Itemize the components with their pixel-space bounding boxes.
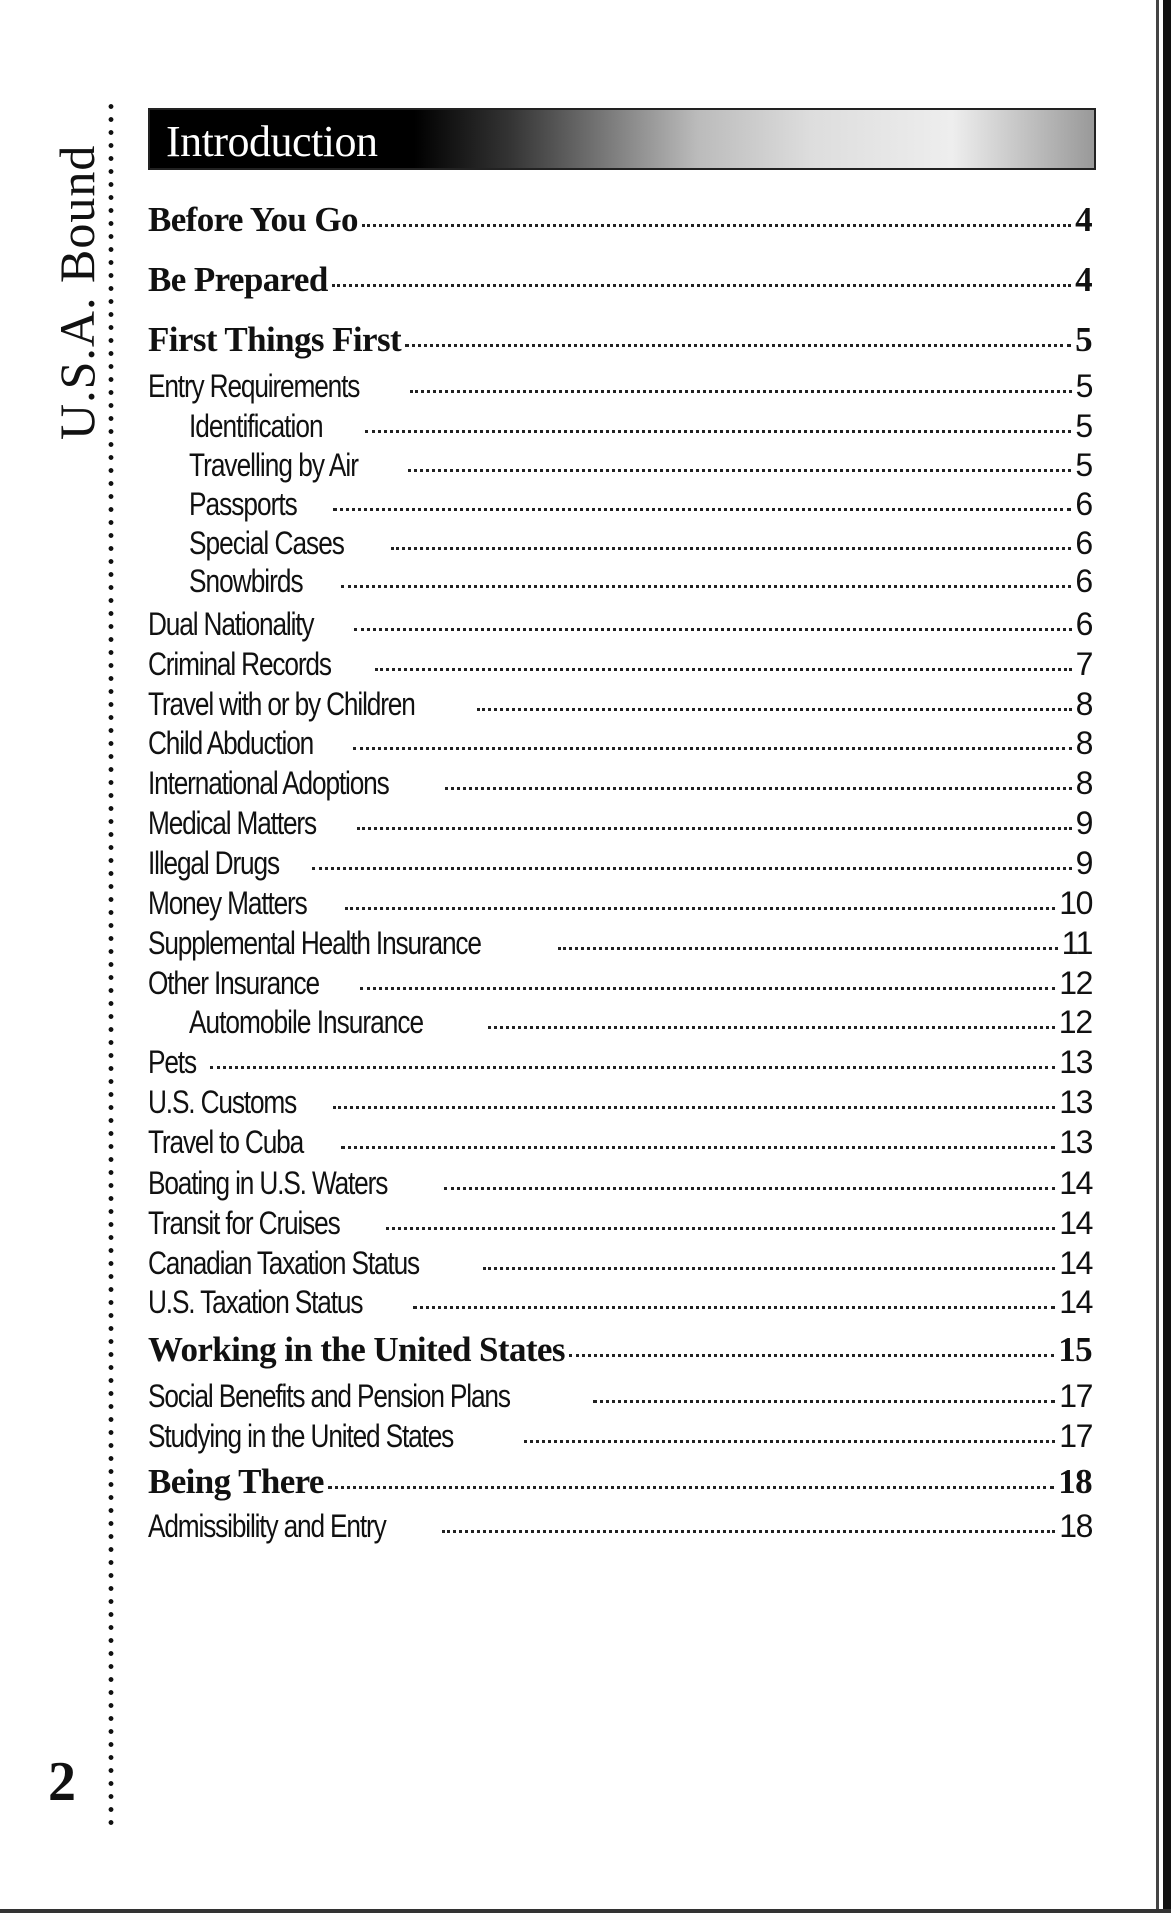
dot-leader <box>413 1306 1055 1309</box>
toc-entry-label: Passports <box>189 486 297 522</box>
toc-entry-page: 6 <box>1075 606 1092 642</box>
dot-leader <box>483 1267 1056 1270</box>
toc-entry <box>148 260 1092 300</box>
dot-leader <box>360 987 1055 990</box>
toc-entry-page: 5 <box>1075 320 1092 359</box>
dot-leader <box>569 1354 1054 1357</box>
toc-entry <box>148 1462 1092 1502</box>
dot-leader <box>442 1530 1056 1533</box>
toc-entry-page: 8 <box>1075 765 1092 801</box>
toc-entry-label: Canadian Taxation Status <box>148 1245 420 1281</box>
toc-entry-label: Being There <box>148 1462 324 1501</box>
toc-entry-page: 14 <box>1059 1245 1092 1281</box>
toc-entry-page: 4 <box>1075 260 1092 299</box>
toc-entry <box>148 1044 1092 1081</box>
toc-entry <box>148 1165 1092 1202</box>
toc-entry-page: 13 <box>1059 1084 1092 1120</box>
toc-entry-label: Other Insurance <box>148 965 319 1001</box>
toc-entry-label: Criminal Records <box>148 646 331 682</box>
toc-entry-label: Boating in U.S. Waters <box>148 1165 388 1201</box>
dot-leader <box>445 787 1071 790</box>
toc-entry-page: 18 <box>1059 1508 1092 1544</box>
toc-entry-page: 13 <box>1059 1124 1092 1160</box>
toc-entry-page: 8 <box>1075 725 1092 761</box>
toc-entry-label: Before You Go <box>148 200 358 239</box>
dot-leader <box>353 747 1071 750</box>
toc-entry-label: Supplemental Health Insurance <box>148 925 481 961</box>
dot-leader <box>365 430 1072 433</box>
dot-leader <box>312 867 1072 870</box>
dot-leader <box>488 1026 1055 1029</box>
dot-leader <box>354 628 1072 631</box>
toc-entry-label: Child Abduction <box>148 725 314 761</box>
toc-entry <box>148 965 1092 1002</box>
toc-entry-label: Be Prepared <box>148 260 328 299</box>
dot-leader <box>391 547 1071 550</box>
toc-entry <box>148 1245 1092 1282</box>
toc-entry <box>148 525 1092 562</box>
dotted-divider <box>108 100 114 1830</box>
toc-entry-label: U.S. Customs <box>148 1084 297 1120</box>
toc-entry-page: 9 <box>1075 805 1092 841</box>
page-bottom-edge <box>0 1909 1171 1913</box>
toc-entry-label: Dual Nationality <box>148 606 314 642</box>
toc-entry-label: Travel to Cuba <box>148 1124 304 1160</box>
dot-leader <box>386 1227 1056 1230</box>
toc-entry-label: Pets <box>148 1044 196 1080</box>
toc-entry-label: Travelling by Air <box>189 447 358 483</box>
toc-entry-label: Automobile Insurance <box>189 1004 424 1040</box>
dot-leader <box>444 1187 1056 1190</box>
toc-entry-page: 12 <box>1059 965 1092 1001</box>
dot-leader <box>524 1440 1055 1443</box>
toc-entry <box>148 646 1092 683</box>
dot-leader <box>210 1066 1055 1069</box>
toc-entry-label: Snowbirds <box>189 563 303 599</box>
section-header-title: Introduction <box>166 117 378 166</box>
toc-entry <box>148 1205 1092 1242</box>
toc-entry-page: 10 <box>1059 885 1092 921</box>
toc-entry-label: Identification <box>189 408 323 444</box>
toc-entry-page: 17 <box>1059 1418 1092 1454</box>
toc-entry <box>148 1004 1092 1041</box>
toc-entry-label: Transit for Cruises <box>148 1205 340 1241</box>
dot-leader <box>341 1146 1055 1149</box>
toc-entry-page: 6 <box>1075 486 1092 522</box>
toc-entry-page: 14 <box>1059 1205 1092 1241</box>
toc-entry-label: First Things First <box>148 320 402 359</box>
toc-entry-label: Admissibility and Entry <box>148 1508 386 1544</box>
toc-entry <box>148 1284 1092 1321</box>
toc-entry <box>148 368 1092 405</box>
toc-entry <box>148 1418 1092 1455</box>
dot-leader <box>362 224 1071 227</box>
dot-leader <box>332 284 1071 287</box>
toc-entry-label: Special Cases <box>189 525 344 561</box>
toc-entry <box>148 686 1092 723</box>
toc-entry <box>148 1084 1092 1121</box>
toc-entry-label: Working in the United States <box>148 1330 565 1369</box>
toc-entry <box>148 1378 1092 1415</box>
toc-entry <box>148 447 1092 484</box>
toc-entry <box>148 805 1092 842</box>
toc-entry <box>148 845 1092 882</box>
toc-entry <box>148 765 1092 802</box>
toc-entry-page: 4 <box>1075 200 1092 239</box>
dot-leader <box>593 1400 1055 1403</box>
dot-leader <box>408 469 1071 472</box>
toc-entry-label: Travel with or by Children <box>148 686 415 722</box>
toc-entry-label: International Adoptions <box>148 765 389 801</box>
toc-entry <box>148 408 1092 445</box>
dot-leader <box>357 827 1072 830</box>
toc-entry <box>148 320 1092 360</box>
toc-entry-page: 8 <box>1075 686 1092 722</box>
page-edge <box>1163 0 1171 1913</box>
toc-entry-label: Illegal Drugs <box>148 845 279 881</box>
toc-entry-page: 12 <box>1058 1004 1092 1040</box>
toc-entry-page: 15 <box>1058 1330 1092 1369</box>
toc-entry <box>148 925 1092 962</box>
toc-entry <box>148 486 1092 523</box>
toc-entry-page: 6 <box>1075 525 1092 561</box>
toc-entry <box>148 1124 1092 1161</box>
dot-leader <box>345 907 1055 910</box>
toc-entry-label: Social Benefits and Pension Plans <box>148 1378 510 1414</box>
toc-entry <box>148 606 1092 643</box>
toc-entry-label: Entry Requirements <box>148 368 360 404</box>
toc-entry <box>148 725 1092 762</box>
toc-entry-page: 18 <box>1058 1462 1092 1501</box>
toc-entry <box>148 563 1092 600</box>
section-header <box>148 108 1096 170</box>
dot-leader <box>341 585 1072 588</box>
dot-leader <box>333 508 1071 511</box>
toc-entry-page: 5 <box>1075 368 1092 404</box>
toc-entry-page: 17 <box>1059 1378 1092 1414</box>
toc-entry-page: 14 <box>1059 1284 1092 1320</box>
toc-entry-page: 7 <box>1075 646 1092 682</box>
toc-entry-label: Studying in the United States <box>148 1418 454 1454</box>
toc-entry-page: 13 <box>1059 1044 1092 1080</box>
toc-entry-page: 14 <box>1059 1165 1092 1201</box>
toc-entry <box>148 1330 1092 1370</box>
dot-leader <box>558 947 1058 950</box>
dot-leader <box>405 344 1071 347</box>
dot-leader <box>477 708 1071 711</box>
toc-entry-page: 9 <box>1075 845 1092 881</box>
dot-leader <box>410 390 1072 393</box>
toc-entry-label: U.S. Taxation Status <box>148 1284 363 1320</box>
side-title: U.S.A. Bound <box>49 144 105 440</box>
dot-leader <box>375 668 1072 671</box>
dot-leader <box>333 1106 1056 1109</box>
toc-entry-page: 5 <box>1075 447 1092 483</box>
toc-entry <box>148 1508 1092 1545</box>
toc-entry <box>148 200 1092 240</box>
toc-entry-page: 11 <box>1061 925 1092 961</box>
toc-entry-page: 6 <box>1075 563 1092 599</box>
toc-entry-page: 5 <box>1075 408 1092 444</box>
toc-entry-label: Money Matters <box>148 885 307 921</box>
page-edge-line <box>1156 0 1159 1913</box>
page-number: 2 <box>48 1751 76 1813</box>
toc-entry <box>148 885 1092 922</box>
toc-entry-label: Medical Matters <box>148 805 316 841</box>
dot-leader <box>328 1486 1054 1489</box>
